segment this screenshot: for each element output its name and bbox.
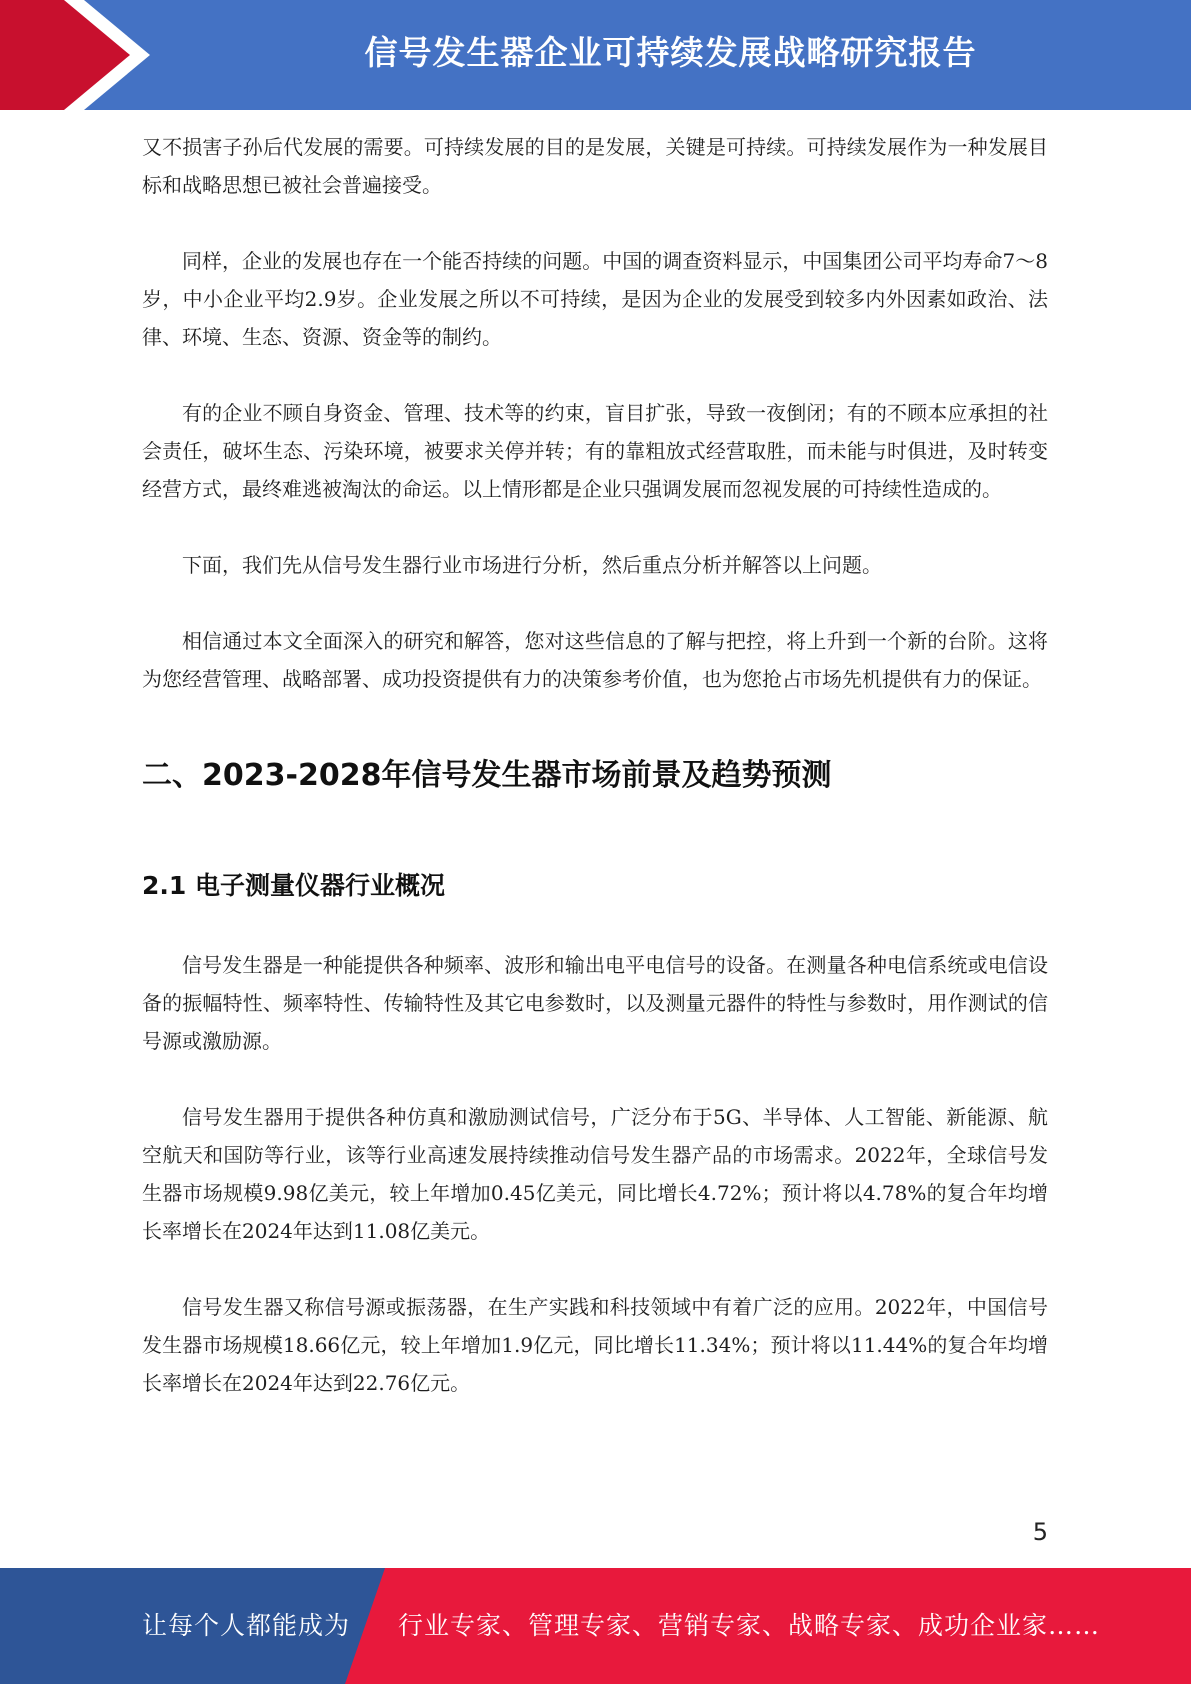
footer-slogan-left: 让每个人都能成为 bbox=[142, 1611, 351, 1640]
section-heading: 二、2023-2028年信号发生器市场前景及趋势预测 bbox=[142, 758, 832, 793]
header-arrow-decoration bbox=[0, 0, 160, 110]
paragraph-continuation: 又不损害子孙后代发展的需要。可持续发展的目的是发展，关键是可持续。可持续发展作为一种发展目标和战略思想已被社会普遍接受。 bbox=[142, 135, 1048, 197]
page-header bbox=[0, 0, 1191, 110]
paragraph: 有的企业不顾自身资金、管理、技术等的约束，盲目扩张，导致一夜倒闭；有的不顾本应承担的社会责任，破坏生态、污染环境，被要求关停并转；有的靠粗放式经营取胜，而未能与时俱进，及时转变经营方式，最终难逃被淘汰的命运。以上情形都是企业只强调发展而忽视发展的可持续性造成的。 bbox=[142, 401, 1048, 501]
paragraph: 同样，企业的发展也存在一个能否持续的问题。中国的调查资料显示，中国集团公司平均寿命7～8岁，中小企业平均2.9岁。企业发展之所以不可持续，是因为企业的发展受到较多内外因素如政治、法律、环境、生态、资源、资金等的制约。 bbox=[142, 249, 1048, 349]
page-footer bbox=[0, 1568, 1191, 1684]
paragraph: 下面，我们先从信号发生器行业市场进行分析，然后重点分析并解答以上问题。 bbox=[182, 553, 882, 577]
footer-slogan-right: 行业专家、管理专家、营销专家、战略专家、成功企业家…… bbox=[398, 1611, 1101, 1640]
paragraph: 相信通过本文全面深入的研究和解答，您对这些信息的了解与把控，将上升到一个新的台阶。这将为您经营管理、战略部署、成功投资提供有力的决策参考价值，也为您抢占市场先机提供有力的保证。 bbox=[142, 629, 1048, 691]
document-body bbox=[142, 128, 1048, 1440]
report-title: 信号发生器企业可持续发展战略研究报告 bbox=[364, 33, 977, 72]
paragraph: 信号发生器用于提供各种仿真和激励测试信号，广泛分布于5G、半导体、人工智能、新能源、航空航天和国防等行业，该等行业高速发展持续推动信号发生器产品的市场需求。2022年，全球信号发生器市场规模9.98亿美元，较上年增加0.45亿美元，同比增长4.72%；预计将以4.78%的复合年均增长率增长在2024年达到11.08亿美元。 bbox=[142, 1105, 1048, 1243]
paragraph: 信号发生器是一种能提供各种频率、波形和输出电平电信号的设备。在测量各种电信系统或电信设备的振幅特性、频率特性、传输特性及其它电参数时，以及测量元器件的特性与参数时，用作测试的信号源或激励源。 bbox=[142, 953, 1048, 1053]
subsection-heading: 2.1 电子测量仪器行业概况 bbox=[142, 871, 445, 900]
paragraph: 信号发生器又称信号源或振荡器，在生产实践和科技领域中有着广泛的应用。2022年，中国信号发生器市场规模18.66亿元，较上年增加1.9亿元，同比增长11.34%；预计将以11.44%的复合年均增长率增长在2024年达到22.76亿元。 bbox=[142, 1295, 1048, 1395]
page-number: 5 bbox=[1032, 1518, 1048, 1546]
